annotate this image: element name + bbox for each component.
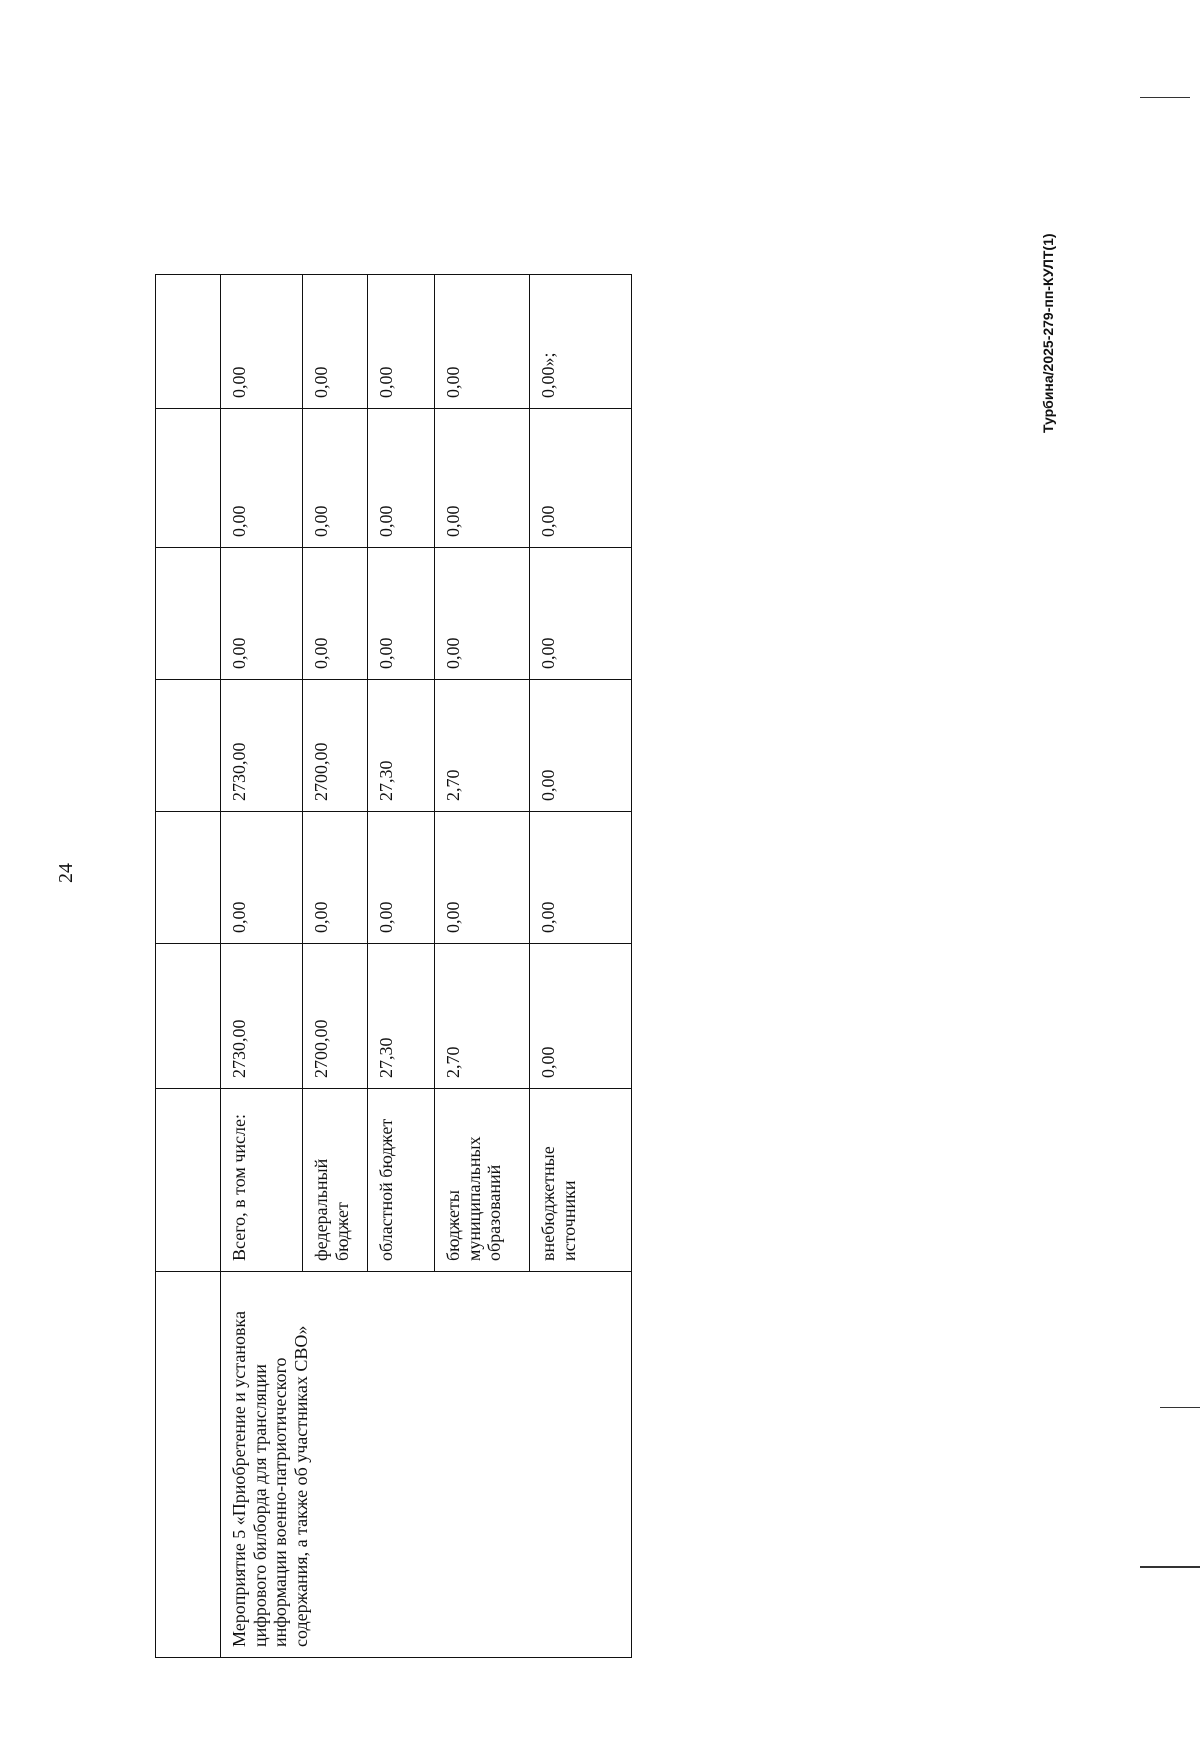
value-cell: 2730,00 <box>221 944 303 1089</box>
value-cell: 0,00 <box>303 812 368 944</box>
scan-mark <box>1160 1407 1200 1408</box>
header-cell <box>156 1272 221 1658</box>
header-cell <box>156 1089 221 1272</box>
value-cell: 2730,00 <box>221 680 303 812</box>
category-cell: федеральный бюджет <box>303 1089 368 1272</box>
financing-table <box>155 274 632 1658</box>
value-cell: 0,00 <box>435 275 530 409</box>
value-cell: 0,00 <box>530 680 632 812</box>
value-cell: 0,00 <box>221 409 303 548</box>
header-cell <box>156 812 221 944</box>
footer-document-code: Турбина/2025-279-пп-КУЛТ(1) <box>1040 233 1056 433</box>
header-cell <box>156 275 221 409</box>
value-cell: 0,00 <box>303 409 368 548</box>
value-cell: 0,00 <box>530 944 632 1089</box>
scan-mark <box>1140 1566 1200 1568</box>
value-cell: 0,00 <box>221 548 303 680</box>
value-cell: 0,00 <box>368 409 435 548</box>
header-cell <box>156 548 221 680</box>
value-cell: 0,00 <box>368 812 435 944</box>
value-cell: 2,70 <box>435 680 530 812</box>
value-cell: 0,00»; <box>530 275 632 409</box>
value-cell: 2700,00 <box>303 944 368 1089</box>
category-cell: областной бюджет <box>368 1089 435 1272</box>
value-cell: 0,00 <box>530 812 632 944</box>
table-row <box>221 275 303 1658</box>
value-cell: 0,00 <box>303 275 368 409</box>
page-number: 24 <box>55 863 77 883</box>
value-cell: 27,30 <box>368 944 435 1089</box>
value-cell: 27,30 <box>368 680 435 812</box>
value-cell: 2700,00 <box>303 680 368 812</box>
value-cell: 0,00 <box>368 275 435 409</box>
value-cell: 0,00 <box>435 812 530 944</box>
value-cell: 0,00 <box>303 548 368 680</box>
value-cell: 2,70 <box>435 944 530 1089</box>
value-cell: 0,00 <box>435 548 530 680</box>
value-cell: 0,00 <box>221 812 303 944</box>
category-cell: внебюджетные источники <box>530 1089 632 1272</box>
header-cell <box>156 409 221 548</box>
value-cell: 0,00 <box>368 548 435 680</box>
value-cell: 0,00 <box>221 275 303 409</box>
header-row <box>156 275 221 1658</box>
category-cell: бюджеты муниципальных образований <box>435 1089 530 1272</box>
header-cell <box>156 680 221 812</box>
value-cell: 0,00 <box>530 409 632 548</box>
value-cell: 0,00 <box>530 548 632 680</box>
activity-name-cell: Мероприятие 5 «Приобретение и установка цифрового билборда для трансляции информации военно-патриотического содержания, а также об участниках СВО» <box>221 1272 632 1658</box>
category-cell: Всего, в том числе: <box>221 1089 303 1272</box>
scan-mark <box>1140 97 1190 98</box>
header-cell <box>156 944 221 1089</box>
value-cell: 0,00 <box>435 409 530 548</box>
